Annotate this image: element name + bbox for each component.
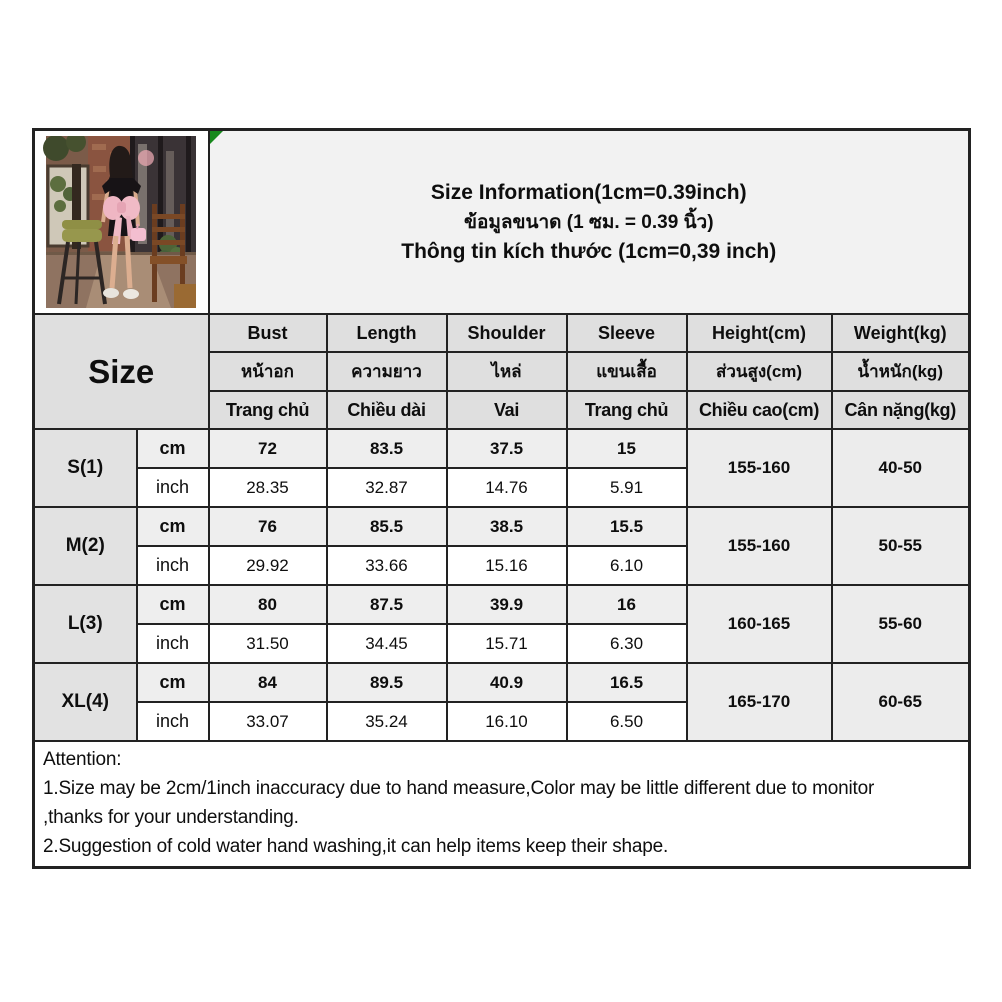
cell-m-sleeve-cm: 15.5 (567, 507, 687, 546)
size-header: Size (34, 314, 209, 429)
product-photo (41, 136, 201, 308)
cell-l-sleeve-inch: 6.30 (567, 624, 687, 663)
chair-seat-corner (174, 284, 196, 308)
cell-xl-weight: 60-65 (832, 663, 970, 741)
col-header-height-vi: Chiều cao(cm) (687, 391, 832, 429)
unit-label-cm: cm (137, 663, 209, 702)
product-photo-cell (34, 130, 209, 315)
col-header-shoulder-vi: Vai (447, 391, 567, 429)
foliage-top-left (43, 136, 69, 161)
cell-s-shoulder-inch: 14.76 (447, 468, 567, 507)
col-header-bust-en: Bust (209, 314, 327, 352)
cell-s-shoulder-cm: 37.5 (447, 429, 567, 468)
row-s-cm (34, 429, 970, 468)
cell-m-length-inch: 33.66 (327, 546, 447, 585)
cell-l-bust-cm: 80 (209, 585, 327, 624)
top-row (34, 130, 970, 315)
cell-xl-length-cm: 89.5 (327, 663, 447, 702)
attention-note (34, 741, 970, 867)
cell-m-shoulder-inch: 15.16 (447, 546, 567, 585)
col-header-weight-th: น้ำหนัก(kg) (832, 352, 970, 391)
col-header-sleeve-en: Sleeve (567, 314, 687, 352)
cell-xl-height: 165-170 (687, 663, 832, 741)
cell-l-length-inch: 34.45 (327, 624, 447, 663)
col-header-shoulder-en: Shoulder (447, 314, 567, 352)
unit-label-inch: inch (137, 546, 209, 585)
cell-s-length-inch: 32.87 (327, 468, 447, 507)
col-header-length-th: ความยาว (327, 352, 447, 391)
unit-label-cm: cm (137, 507, 209, 546)
col-header-height-en: Height(cm) (687, 314, 832, 352)
unit-label-inch: inch (137, 624, 209, 663)
cell-m-height: 155-160 (687, 507, 832, 585)
size-name-s: S(1) (34, 429, 137, 507)
cell-m-bust-cm: 76 (209, 507, 327, 546)
cell-l-weight: 55-60 (832, 585, 970, 663)
cell-s-bust-inch: 28.35 (209, 468, 327, 507)
size-name-l: L(3) (34, 585, 137, 663)
title-vietnamese: Thông tin kích thước (1cm=0,39 inch) (401, 239, 777, 263)
left-sneaker (103, 288, 119, 298)
col-header-shoulder-th: ไหล่ (447, 352, 567, 391)
pink-handbag (131, 228, 146, 241)
title-cell (209, 130, 970, 315)
cell-m-sleeve-inch: 6.10 (567, 546, 687, 585)
unit-label-cm: cm (137, 429, 209, 468)
cell-xl-shoulder-inch: 16.10 (447, 702, 567, 741)
attention-line-2: ,thanks for your understanding. (43, 807, 299, 828)
size-table (32, 128, 971, 869)
row-m-cm (34, 507, 970, 546)
unit-label-inch: inch (137, 702, 209, 741)
col-header-bust-th: หน้าอก (209, 352, 327, 391)
attention-line-3: 2.Suggestion of cold water hand washing,it can help items keep their shape. (43, 836, 669, 857)
cell-xl-shoulder-cm: 40.9 (447, 663, 567, 702)
size-name-xl: XL(4) (34, 663, 137, 741)
cell-l-length-cm: 87.5 (327, 585, 447, 624)
row-l-cm (34, 585, 970, 624)
col-header-sleeve-vi: Trang chủ (567, 391, 687, 429)
col-header-weight-vi: Cân nặng(kg) (832, 391, 970, 429)
header-row-english (34, 314, 970, 352)
pink-light-blur (138, 150, 154, 166)
cell-s-length-cm: 83.5 (327, 429, 447, 468)
cell-m-shoulder-cm: 38.5 (447, 507, 567, 546)
attention-row (34, 741, 970, 867)
cell-m-length-cm: 85.5 (327, 507, 447, 546)
attention-line-1: 1.Size may be 2cm/1inch inaccuracy due to hand measure,Color may be little different due to monitor (43, 778, 875, 799)
right-sneaker (123, 289, 139, 299)
cell-xl-bust-cm: 84 (209, 663, 327, 702)
title-thai: ข้อมูลขนาด (1 ซม. = 0.39 นิ้ว) (463, 211, 714, 233)
col-header-length-en: Length (327, 314, 447, 352)
cell-l-bust-inch: 31.50 (209, 624, 327, 663)
cell-xl-sleeve-cm: 16.5 (567, 663, 687, 702)
cell-s-weight: 40-50 (832, 429, 970, 507)
cell-l-height: 160-165 (687, 585, 832, 663)
col-header-bust-vi: Trang chủ (209, 391, 327, 429)
cell-s-height: 155-160 (687, 429, 832, 507)
cell-l-sleeve-cm: 16 (567, 585, 687, 624)
cell-xl-bust-inch: 33.07 (209, 702, 327, 741)
col-header-weight-en: Weight(kg) (832, 314, 970, 352)
title-english: Size Information(1cm=0.39inch) (430, 180, 747, 204)
size-name-m: M(2) (34, 507, 137, 585)
unit-label-inch: inch (137, 468, 209, 507)
row-xl-cm (34, 663, 970, 702)
cell-s-sleeve-cm: 15 (567, 429, 687, 468)
attention-heading: Attention: (43, 749, 122, 770)
cell-s-sleeve-inch: 5.91 (567, 468, 687, 507)
unit-label-cm: cm (137, 585, 209, 624)
right-leg (127, 236, 130, 288)
col-header-length-vi: Chiều dài (327, 391, 447, 429)
cell-m-bust-inch: 29.92 (209, 546, 327, 585)
cell-l-shoulder-inch: 15.71 (447, 624, 567, 663)
cell-m-weight: 50-55 (832, 507, 970, 585)
col-header-sleeve-th: แขนเสื้อ (567, 352, 687, 391)
col-header-height-th: ส่วนสูง(cm) (687, 352, 832, 391)
cell-l-shoulder-cm: 39.9 (447, 585, 567, 624)
cell-s-bust-cm: 72 (209, 429, 327, 468)
cell-xl-sleeve-inch: 6.50 (567, 702, 687, 741)
green-corner-marker (210, 131, 223, 144)
cell-xl-length-inch: 35.24 (327, 702, 447, 741)
